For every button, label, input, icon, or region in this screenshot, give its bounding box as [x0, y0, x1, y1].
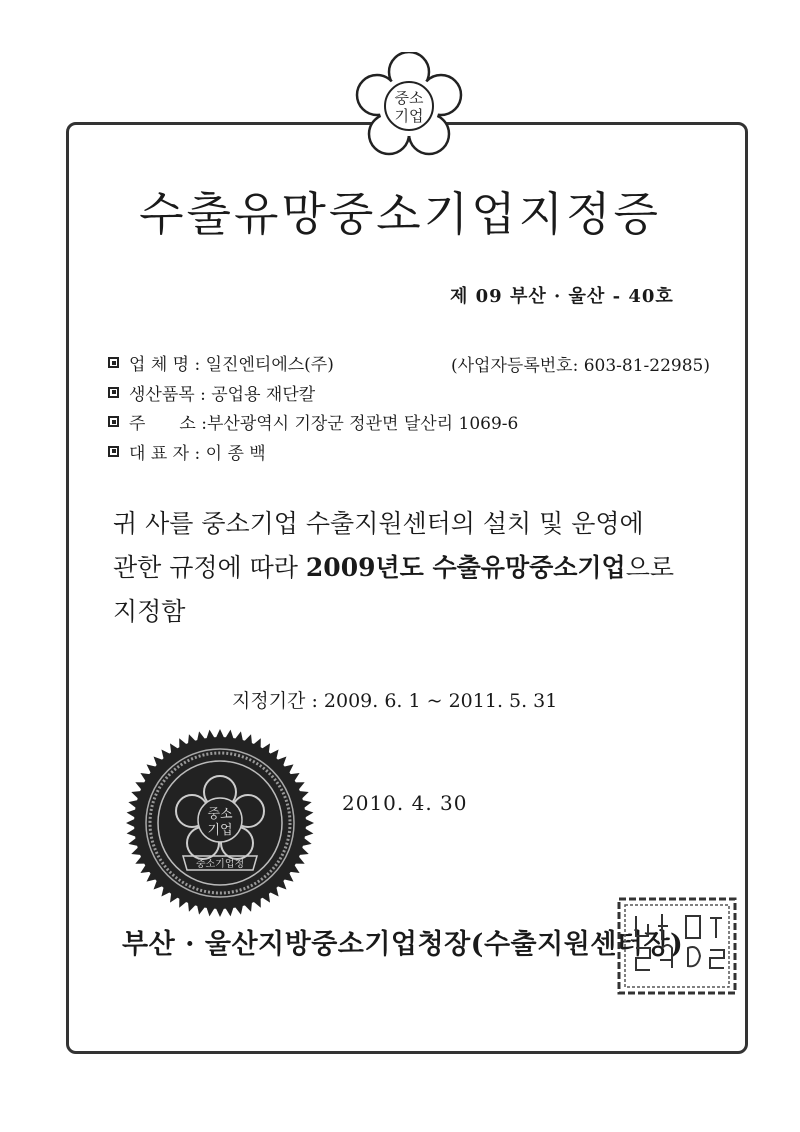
emblem-text-bottom: 기업 — [394, 107, 424, 125]
info-label: 생산품목 : — [129, 384, 206, 405]
square-bullet-icon — [108, 387, 119, 398]
statement-text: 관한 규정에 따라 — [113, 553, 306, 582]
official-square-seal-icon — [616, 896, 738, 996]
seal-ring-text: 중소기업청 — [195, 859, 245, 870]
sme-flower-emblem-icon — [355, 52, 463, 160]
statement-highlight: 2009년도 수출유망중소기업 — [305, 553, 626, 582]
info-row-product — [108, 378, 518, 408]
designation-statement — [113, 502, 733, 634]
info-value: 부산광역시 기장군 정관면 달산리 1069-6 — [206, 414, 519, 435]
info-value: 일진엔티에스(주) — [205, 355, 334, 376]
info-label: 대 표 자 : — [129, 443, 201, 464]
statement-text: 으로 — [625, 553, 675, 582]
square-bullet-icon — [108, 446, 119, 457]
seal-text-bottom: 기업 — [207, 823, 233, 838]
certificate-title: 수출유망중소기업지정증 — [139, 187, 661, 241]
issue-date: 2010. 4. 30 — [342, 791, 468, 815]
designation-period: 지정기간 : 2009. 6. 1 ~ 2011. 5. 31 — [232, 690, 558, 712]
square-bullet-icon — [108, 416, 119, 427]
statement-line-1: 귀 사를 중소기업 수출지원센터의 설치 및 운영에 — [113, 509, 644, 538]
info-row-address — [108, 407, 518, 437]
info-row-representative — [108, 437, 518, 467]
emblem-text-top: 중소 — [394, 89, 424, 107]
statement-line-3: 지정함 — [113, 597, 186, 626]
embossed-sme-seal-icon — [125, 728, 315, 918]
certificate-number: 제 09 부산 · 울산 - 40호 — [450, 286, 674, 307]
info-label: 주 소 : — [129, 414, 207, 435]
seal-text-top: 중소 — [207, 807, 233, 822]
business-registration-number: (사업자등록번호: 603-81-22985) — [451, 356, 710, 376]
info-value: 공업용 재단칼 — [211, 384, 316, 405]
issuer-name: 부산 · 울산지방중소기업청장(수출지원센터장) — [122, 929, 684, 960]
statement-line-2 — [113, 546, 733, 590]
info-value: 이 종 백 — [205, 443, 266, 464]
square-bullet-icon — [108, 357, 119, 368]
info-label: 업 체 명 : — [129, 355, 201, 376]
